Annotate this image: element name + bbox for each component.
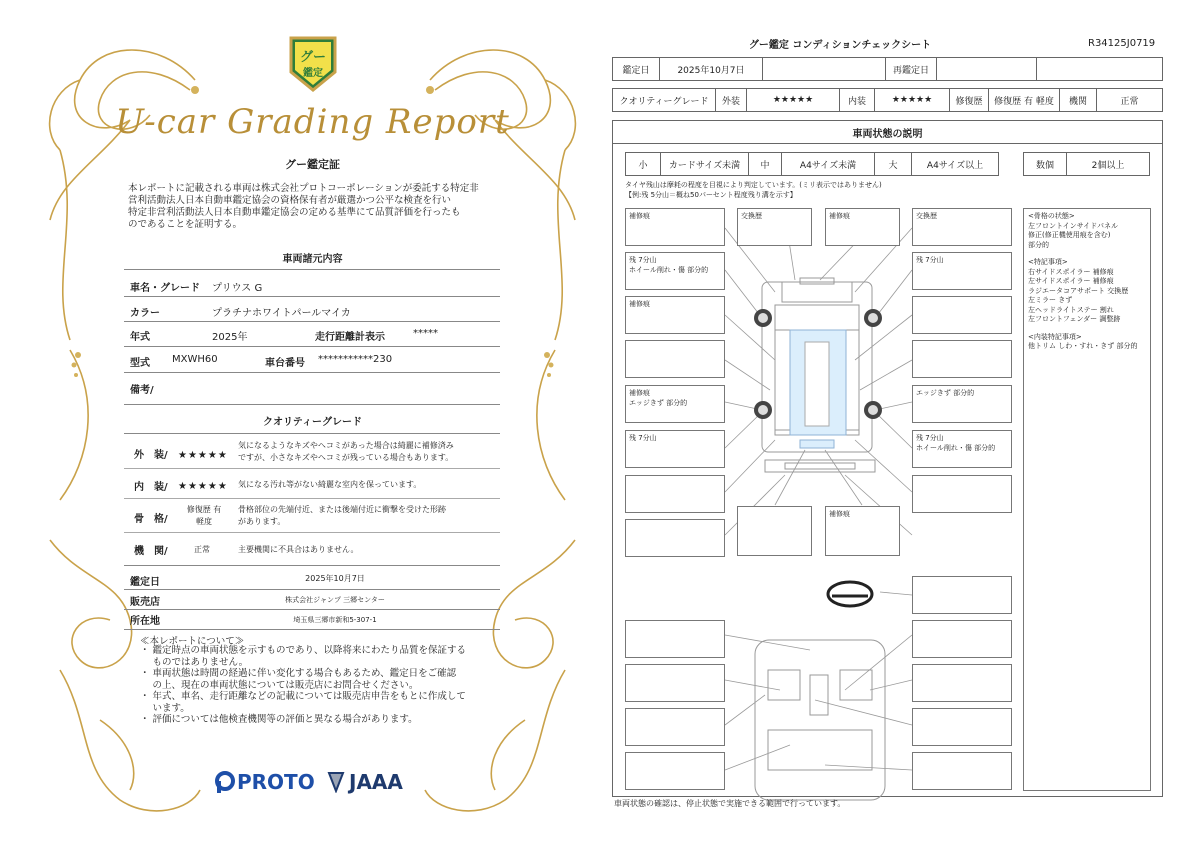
- date-label-cell: 鑑定日: [612, 57, 660, 81]
- condition-title: 車両状態の説明: [852, 129, 923, 140]
- appraisal-date-label: 鑑定日: [130, 577, 160, 588]
- diagram-box-lm2: [625, 340, 725, 378]
- diagram-box-rt: 残 7分山: [912, 252, 1012, 290]
- diagram-box-lm3: 補修痕 エッジきず 部分的: [625, 385, 725, 423]
- diagram-box-lm1: 補修痕: [625, 296, 725, 334]
- diagram-box-l11: [625, 708, 725, 746]
- quality-exterior-stars: ★★★★★: [178, 450, 228, 461]
- certificate-page: [40, 20, 585, 830]
- quality-frame-label: 骨 格/: [134, 514, 168, 525]
- quality-grade-label-cell: クオリティーグレード: [612, 88, 716, 112]
- spec-model-value: MXWH60: [172, 354, 218, 365]
- diagram-box-r11: [912, 708, 1012, 746]
- sheet-doc-id: R34125J0719: [1088, 38, 1156, 49]
- engine-label-cell: 機関: [1059, 88, 1097, 112]
- quality-engine-value: 正常: [194, 545, 210, 554]
- specs-title: 車両諸元内容: [282, 254, 343, 265]
- certificate-title: グー鑑定証: [285, 158, 340, 171]
- note-line: の上、現在の車両状態については販売店にお問合せください。: [140, 679, 419, 691]
- appraisal-date-value: 2025年10月7日: [305, 574, 365, 583]
- repair-value-cell: 修復歴 有 軽度: [988, 88, 1060, 112]
- diagram-box-r12: [912, 752, 1012, 790]
- quality-frame-value: 修復歴 有 軽度: [186, 505, 222, 526]
- quality-title: クオリティーグレード: [263, 417, 362, 428]
- spec-chassis-label: 車台番号: [265, 358, 305, 369]
- badge-line2: 鑑定: [303, 68, 323, 79]
- notes-panel: <骨格の状態> 左フロントインサイドパネル 修正(修正機使用痕を含む) 部分的 <特記事項> 右サイドスポイラー 補修痕 左サイドスポイラー 補修痕 ラジエータコアサポート 交換歴 左ミラー きず 左ヘッドライトステー 割れ 左フロントフェンダー 調整跡 <内装特記事項> 他トリム しわ・すれ・きず 部分的: [1023, 208, 1151, 791]
- frame-notes-title: <骨格の状態>: [1028, 212, 1075, 220]
- size-small: 小: [625, 152, 661, 176]
- diagram-box-bottom: 補修痕: [825, 506, 900, 556]
- spec-name-value: プリウス G: [212, 283, 263, 294]
- goo-appraisal-badge: [287, 32, 339, 92]
- diagram-box-rm3: エッジきず 部分的: [912, 385, 1012, 423]
- jaaa-logo: JAAA: [327, 770, 403, 794]
- note-line: います。: [140, 702, 190, 714]
- appraisal-dealer-label: 販売店: [130, 597, 160, 608]
- diagram-box-r9: [912, 620, 1012, 658]
- note-line: ・ 車両状態は時間の経過に伴い変化する場合もあるため、鑑定日をご確認: [140, 668, 457, 679]
- engine-value-cell: 正常: [1096, 88, 1163, 112]
- quality-engine-label: 機 関/: [134, 546, 168, 557]
- repair-label-cell: 修復歴: [949, 88, 989, 112]
- intro-line: 営利活動法人日本自動車鑑定協会の資格保有者が厳選かつ公平な検査を行い: [128, 195, 452, 206]
- diagram-box-r10: [912, 664, 1012, 702]
- size-large-desc: A4サイズ以上: [911, 152, 999, 176]
- diagram-box-rm2: [912, 340, 1012, 378]
- exterior-stars-cell: ★★★★★: [746, 88, 840, 112]
- note-line: ものではありません。: [140, 656, 249, 668]
- special-notes-title: <特記事項>: [1028, 258, 1068, 266]
- intro-line: 本レポートに記載される車両は株式会社プロトコーポレーションが委託する特定非: [128, 183, 479, 194]
- sheet-footer: 車両状態の確認は、停止状態で実施できる範囲で行っています。: [614, 799, 846, 808]
- diagram-box-r7: [912, 475, 1012, 513]
- spec-remarks-label: 備考/: [130, 385, 154, 396]
- badge-line1: グー: [299, 50, 326, 65]
- tire-note: タイヤ残山は摩耗の程度を目視により判定しています。(ミリ表示ではありません): [625, 181, 882, 189]
- quality-exterior-desc: 気になるようなキズやヘコミがあった場合は綺麗に補修済み ですが、小さなキズやヘコミが残っている場合もあります。: [238, 441, 454, 462]
- quality-interior-stars: ★★★★★: [178, 481, 228, 492]
- diagram-box-rb: 残 7分山 ホイール削れ・傷 部分的: [912, 430, 1012, 468]
- steering-wheel-icon: [828, 582, 872, 606]
- diagram-box-rm1: [912, 296, 1012, 334]
- diagram-box-bm1: [737, 506, 812, 556]
- appraisal-dealer-value: 株式会社ジャンプ 三郷センター: [285, 596, 385, 604]
- condition-sheet-page: [600, 30, 1175, 820]
- spec-color-value: プラチナホワイトパールマイカ: [212, 308, 351, 319]
- diagram-box-l1: 補修痕: [625, 208, 725, 246]
- quality-frame-desc: 骨格部位の先端付近、または後端付近に衝撃を受けた形跡 があります。: [238, 505, 446, 526]
- count-label: 数個: [1023, 152, 1067, 176]
- count-desc: 2個以上: [1066, 152, 1150, 176]
- size-large: 大: [874, 152, 912, 176]
- note-line: ・ 年式、車名、走行距離などの記載については販売店申告をもとに作成して: [140, 691, 466, 702]
- spec-name-label: 車名・グレード: [130, 283, 200, 294]
- intro-line: のであることを証明する。: [128, 219, 243, 230]
- appraisal-address-value: 埼玉県三郷市新和5-307-1: [293, 616, 377, 624]
- size-medium: 中: [748, 152, 782, 176]
- size-small-desc: カードサイズ未満: [660, 152, 749, 176]
- interior-label-cell: 内装: [839, 88, 875, 112]
- interior-stars-cell: ★★★★★: [874, 88, 950, 112]
- intro-line: 特定非営利活動法人日本自動車鑑定協会の定める基準にて品質評価を行ったも: [128, 207, 461, 218]
- quality-interior-desc: 気になる汚れ等がない綺麗な室内を保っています。: [238, 480, 422, 489]
- interior-notes-title: <内装特記事項>: [1028, 332, 1082, 341]
- diagram-box-lt: 残 7分山 ホイール削れ・傷 部分的: [625, 252, 725, 290]
- reappraisal-label-cell: 再鑑定日: [885, 57, 937, 81]
- spec-mileage-value: *****: [413, 328, 438, 339]
- diagram-box-l9: [625, 620, 725, 658]
- notes-list: [140, 645, 466, 726]
- sheet-title: グー鑑定 コンディションチェックシート: [748, 40, 932, 51]
- spec-mileage-label: 走行距離計表示: [315, 332, 385, 343]
- spec-model-label: 型式: [130, 358, 150, 369]
- exterior-label-cell: 外装: [715, 88, 747, 112]
- appraisal-address-label: 所在地: [130, 616, 160, 627]
- diagram-box-l7: [625, 475, 725, 513]
- quality-exterior-label: 外 装/: [134, 450, 168, 461]
- diagram-box-r8: [912, 576, 1012, 614]
- quality-interior-label: 内 装/: [134, 482, 168, 493]
- note-line: ・ 評価については他検査機関等の評価と異なる場合があります。: [140, 714, 418, 725]
- quality-engine-desc: 主要機関に不具合はありません。: [238, 545, 359, 554]
- diagram-box-r1: 補修痕: [825, 208, 900, 246]
- tire-example: 【例:残 5分山＝概ね50パーセント程度残り溝を示す】: [625, 191, 797, 199]
- spec-year-label: 年式: [130, 332, 150, 343]
- spec-color-label: カラー: [130, 308, 160, 319]
- spec-chassis-value: ***********230: [318, 354, 393, 365]
- spec-year-value: 2025年: [212, 332, 248, 343]
- intro-text: [128, 183, 508, 231]
- report-title: U-car Grading Report: [115, 102, 510, 142]
- date-value-cell: 2025年10月7日: [659, 57, 763, 81]
- diagram-box-l12: [625, 752, 725, 790]
- diagram-box-r2: 交換歴: [912, 208, 1012, 246]
- diagram-box-lb: 残 7分山: [625, 430, 725, 468]
- diagram-box-l8: [625, 519, 725, 557]
- diagram-box-l10: [625, 664, 725, 702]
- size-medium-desc: A4サイズ未満: [781, 152, 875, 176]
- proto-logo: PROTO: [215, 770, 315, 794]
- note-line: ・ 鑑定時点の車両状態を示すものであり、以降将来にわたり品質を保証する: [140, 645, 467, 656]
- notes-title: ≪本レポートについて≫: [140, 636, 245, 647]
- diagram-box-l2: 交換歴: [737, 208, 812, 246]
